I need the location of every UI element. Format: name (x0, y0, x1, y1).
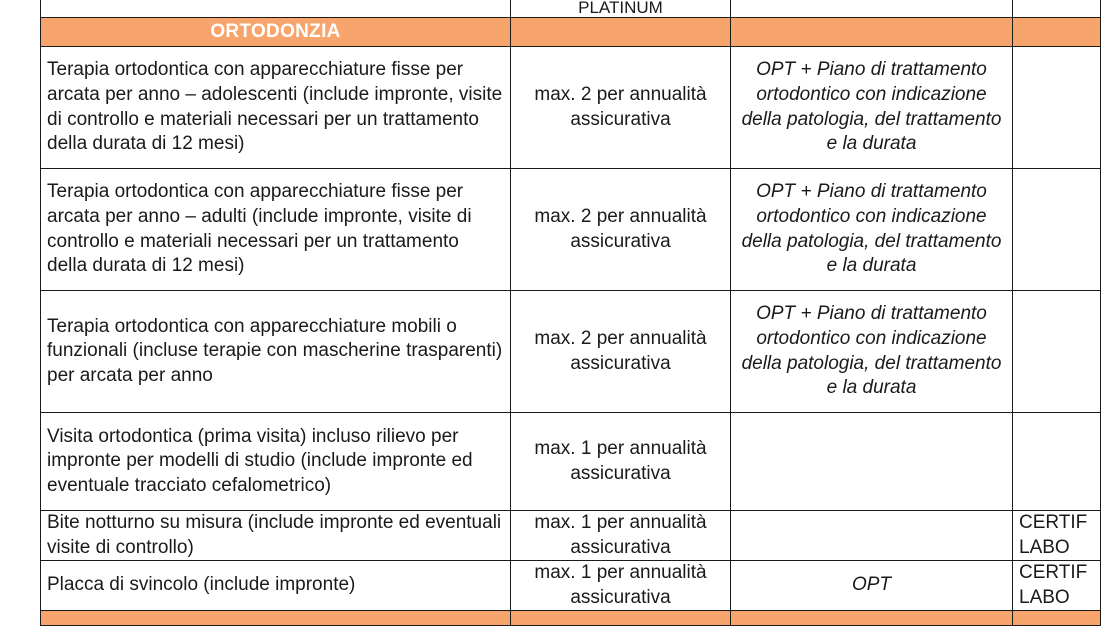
treatment-description: Terapia ortodontica con apparecchiature fisse per arcata per anno – adulti (include impronte, visite di controllo e materiali necessari per un trattamento della durata di 12 mesi) (41, 169, 511, 291)
treatment-description: Terapia ortodontica con apparecchiature mobili o funzionali (incluse terapie con mascherine trasparenti) per arcata per anno (41, 291, 511, 413)
header-cell-empty-1 (41, 0, 511, 18)
required-documentation: OPT + Piano di trattamento ortodontico con indicazione della patologia, del trattamento e la durata (731, 291, 1013, 413)
table-row (41, 169, 1101, 291)
section-header-row (41, 18, 1101, 47)
treatment-description: Visita ortodontica (prima visita) incluso rilievo per impronte per modelli di studio (include impronte ed eventuale tracciato cefalometrico) (41, 413, 511, 511)
section-header-cell-4 (1013, 18, 1101, 47)
required-documentation (731, 511, 1013, 561)
header-cell-empty-3 (731, 0, 1013, 18)
section-header-cell-2 (511, 18, 731, 47)
extra-documentation: CERTIF LABO (1013, 561, 1101, 611)
table-row (41, 511, 1101, 561)
extra-documentation (1013, 47, 1101, 169)
table-row (41, 413, 1101, 511)
next-section-cell-2 (511, 611, 731, 626)
next-section-cell-3 (731, 611, 1013, 626)
extra-documentation (1013, 291, 1101, 413)
next-section-cell-1 (41, 611, 511, 626)
treatment-limit: max. 1 per annualità assicurativa (511, 511, 731, 561)
extra-documentation (1013, 169, 1101, 291)
extra-documentation (1013, 413, 1101, 511)
section-header-cell-3 (731, 18, 1013, 47)
required-documentation (731, 413, 1013, 511)
required-documentation: OPT + Piano di trattamento ortodontico con indicazione della patologia, del trattamento e la durata (731, 169, 1013, 291)
coverage-table (40, 0, 1101, 626)
treatment-limit: max. 2 per annualità assicurativa (511, 47, 731, 169)
next-section-cell-4 (1013, 611, 1101, 626)
header-cell-plan: PLATINUM (511, 0, 731, 18)
section-title: ORTODONZIA (41, 18, 511, 47)
required-documentation: OPT + Piano di trattamento ortodontico con indicazione della patologia, del trattamento e la durata (731, 47, 1013, 169)
treatment-limit: max. 2 per annualità assicurativa (511, 169, 731, 291)
treatment-limit: max. 1 per annualità assicurativa (511, 561, 731, 611)
required-documentation: OPT (731, 561, 1013, 611)
header-row-partial (41, 0, 1101, 18)
treatment-limit: max. 2 per annualità assicurativa (511, 291, 731, 413)
header-cell-empty-4 (1013, 0, 1101, 18)
treatment-description: Placca di svincolo (include impronte) (41, 561, 511, 611)
treatment-description: Terapia ortodontica con apparecchiature fisse per arcata per anno – adolescenti (include impronte, visite di controllo e materiali necessari per un trattamento della durata di 12 mesi) (41, 47, 511, 169)
table-row (41, 47, 1101, 169)
treatment-limit: max. 1 per annualità assicurativa (511, 413, 731, 511)
table-row (41, 291, 1101, 413)
next-section-row-partial (41, 611, 1101, 626)
treatment-description: Bite notturno su misura (include impronte ed eventuali visite di controllo) (41, 511, 511, 561)
table-row (41, 561, 1101, 611)
extra-documentation: CERTIF LABO (1013, 511, 1101, 561)
